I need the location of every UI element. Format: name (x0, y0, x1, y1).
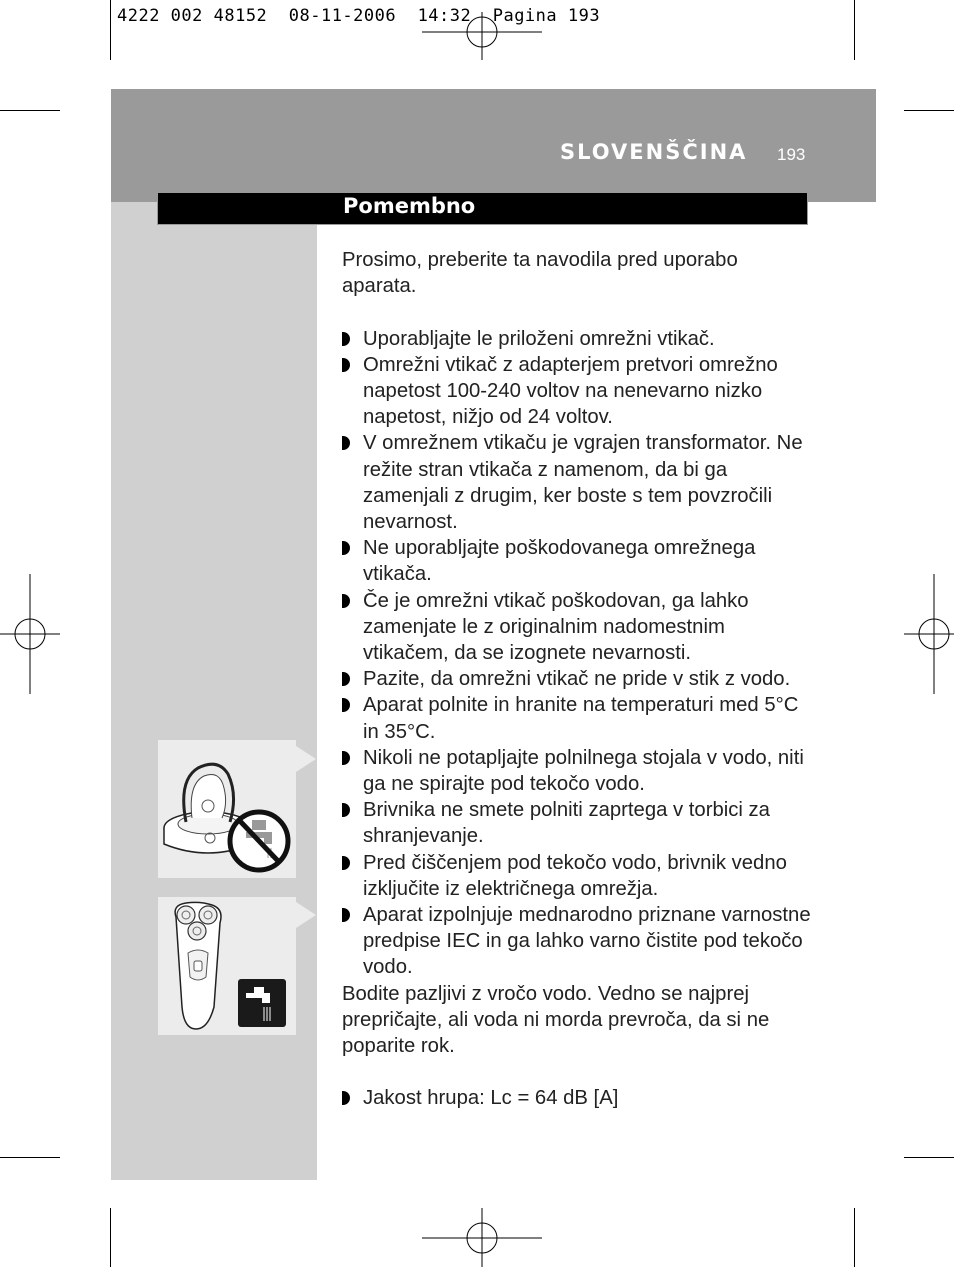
bullet-icon (342, 803, 350, 817)
shaver-under-tap-icon (158, 897, 296, 1035)
crop-mark-top-left-v (110, 0, 111, 60)
registration-mark-top (422, 12, 542, 60)
crop-mark-top-right-h (904, 110, 954, 111)
bullet-icon (342, 856, 350, 870)
header-band (111, 89, 876, 202)
section-heading-bar (157, 192, 808, 225)
bullet-icon (342, 751, 350, 765)
bullet-icon (342, 908, 350, 922)
registration-mark-right (904, 574, 954, 694)
list-item: Ne uporabljajte poškodovanega omrežnega vtikača. (342, 535, 812, 587)
section-title: Pomembno (343, 194, 476, 218)
list-item: Aparat izpolnjuje mednarodno priznane varnostne predpise IEC in ga lahko varno čistite pod tekočo vodo. (342, 902, 812, 981)
crop-mark-bottom-right-h (904, 1157, 954, 1158)
list-item: Nikoli ne potapljajte polnilnega stojala v vodo, niti ga ne spirajte pod tekočo vodo. (342, 745, 812, 797)
registration-mark-left (0, 574, 60, 694)
language-title: SLOVENŠČINA (560, 140, 748, 164)
bullet-icon (342, 672, 350, 686)
bullet-icon (342, 332, 350, 346)
bullet-icon (342, 436, 350, 450)
noise-bullet-list (342, 1085, 812, 1111)
list-item: Pazite, da omrežni vtikač ne pride v stik z vodo. (342, 666, 812, 692)
bullet-icon (342, 541, 350, 555)
main-content (342, 247, 812, 1112)
bullet-icon (342, 594, 350, 608)
charging-stand-no-water-icon (158, 740, 296, 878)
list-item: Omrežni vtikač z adapterjem pretvori omrežno napetost 100-240 voltov na nenevarno nizko napetost, nižjo od 24 voltov. (342, 352, 812, 431)
list-item: Uporabljajte le priloženi omrežni vtikač. (342, 326, 812, 352)
crop-mark-bottom-left-v (110, 1208, 111, 1267)
charging-stand-illustration (158, 740, 296, 878)
crop-mark-bottom-right-v (854, 1208, 855, 1267)
list-item: Aparat polnite in hranite na temperaturi med 5°C in 35°C. (342, 692, 812, 744)
bullet-icon (342, 358, 350, 372)
page-number: 193 (777, 145, 806, 164)
list-item: Jakost hrupa: Lc = 64 dB [A] (342, 1085, 812, 1111)
registration-mark-bottom (422, 1208, 542, 1267)
print-slug: 4222 002 48152 08-11-2006 14:32 Pagina 193 (117, 6, 601, 26)
crop-mark-top-right-v (854, 0, 855, 60)
intro-paragraph: Prosimo, preberite ta navodila pred uporabo aparata. (342, 249, 738, 298)
illustration-pointer (296, 902, 316, 928)
shaver-illustration (158, 897, 296, 1035)
safety-bullet-list (342, 326, 812, 981)
list-item: Če je omrežni vtikač poškodovan, ga lahko zamenjate le z originalnim nadomestnim vtikačem, da se izognete nevarnosti. (342, 588, 812, 667)
crop-mark-top-left-h (0, 110, 60, 111)
illustration-pointer (296, 746, 316, 772)
crop-mark-bottom-left-h (0, 1157, 60, 1158)
bullet-icon (342, 1091, 350, 1105)
list-item: V omrežnem vtikaču je vgrajen transformator. Ne režite stran vtikača z namenom, da bi ga zamenjali z drugim, ker boste s tem povzročili nevarnost. (342, 430, 812, 535)
bullet-icon (342, 698, 350, 712)
list-item: Pred čiščenjem pod tekočo vodo, brivnik vedno izključite iz električnega omrežja. (342, 850, 812, 902)
hot-water-note: Bodite pazljivi z vročo vodo. Vedno se najprej prepričajte, ali voda ni morda prevroča, da si ne poparite rok. (342, 982, 770, 1058)
list-item: Brivnika ne smete polniti zaprtega v torbici za shranjevanje. (342, 797, 812, 849)
